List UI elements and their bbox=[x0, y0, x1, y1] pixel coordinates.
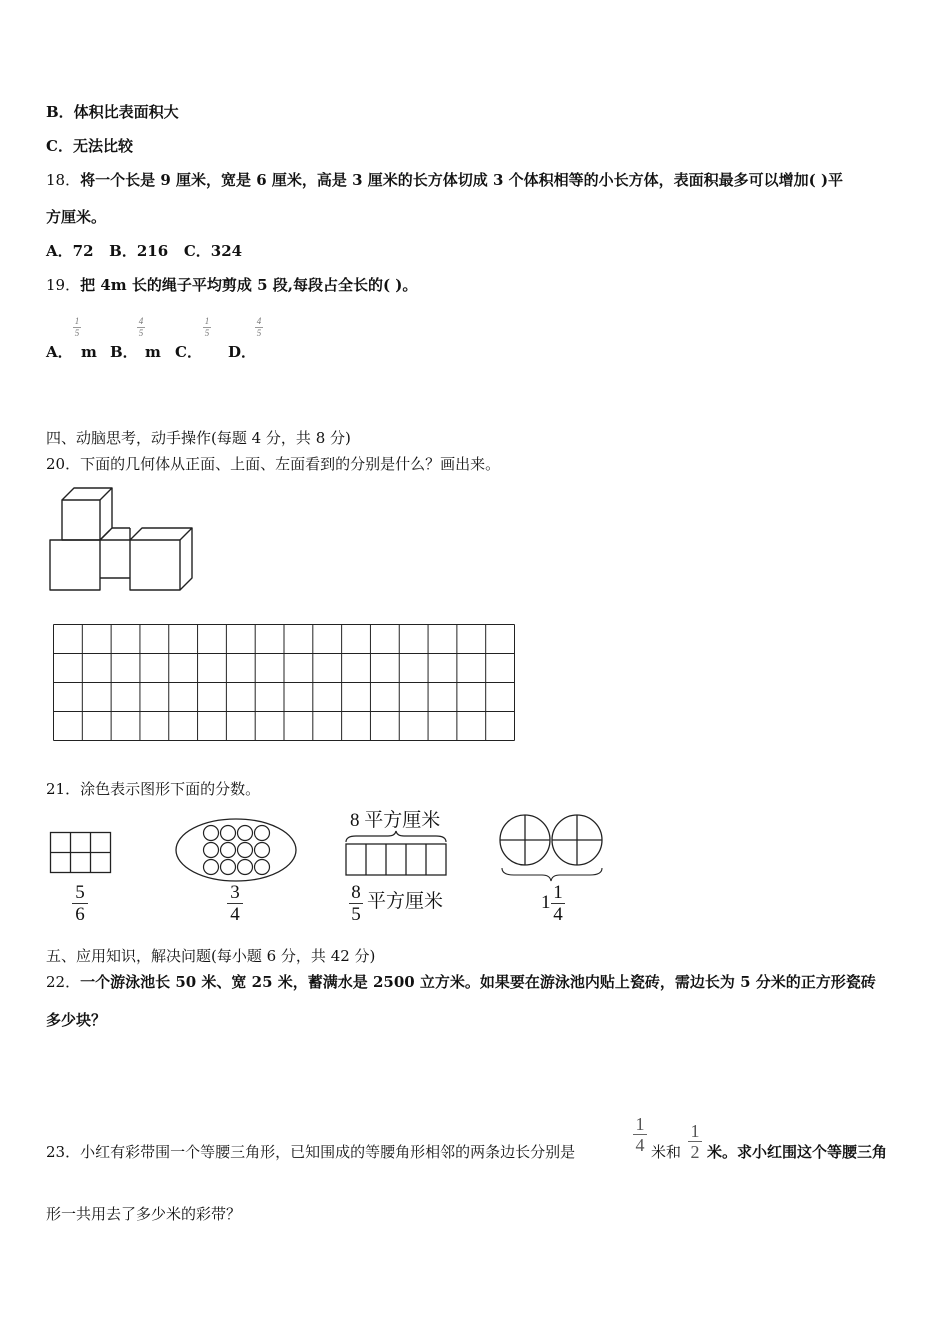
section-5-title: 五、应用知识，解决问题(每小题 6 分，共 42 分) bbox=[46, 947, 376, 965]
q19-option-c-fraction: 1 5 bbox=[204, 316, 210, 338]
drawing-grid[interactable] bbox=[53, 624, 515, 741]
rectangle-six-parts[interactable] bbox=[50, 832, 112, 874]
question-text: 把 4m 长的绳子平均剪成 5 段,每段占全长的( )。 bbox=[80, 276, 418, 294]
q23-text-part3: 米。求小红围这个等腰三角 bbox=[707, 1143, 888, 1161]
five-part-strip[interactable] bbox=[344, 830, 448, 878]
question-number: 18． bbox=[46, 171, 81, 189]
q23-question bbox=[46, 1142, 575, 1162]
q19-option-b-label: B． bbox=[110, 343, 138, 361]
q19-option-a-label: A． bbox=[46, 343, 73, 361]
q18-question-line2: 方厘米。 bbox=[46, 208, 107, 226]
area-unit-label: 平方厘米 bbox=[367, 891, 444, 912]
cube-solid-figure bbox=[46, 486, 196, 596]
q19-option-a-fraction: 1 5 bbox=[74, 316, 80, 338]
q21-fraction-4: 1 4 bbox=[551, 883, 565, 924]
small-circle[interactable] bbox=[255, 843, 270, 858]
question-number: 21． bbox=[46, 780, 81, 798]
q19-option-a-unit: m bbox=[81, 343, 97, 361]
small-circle[interactable] bbox=[204, 826, 219, 841]
q19-option-d-label: D． bbox=[228, 343, 257, 361]
section-4-title: 四、动脑思考，动手操作(每题 4 分，共 8 分) bbox=[46, 429, 351, 447]
q20-question bbox=[46, 454, 500, 474]
q17-option-c: C．无法比较 bbox=[46, 137, 133, 155]
question-number: 22． bbox=[46, 973, 81, 991]
question-text: 涂色表示图形下面的分数。 bbox=[80, 780, 261, 798]
q23-fraction-1: 1 4 bbox=[633, 1115, 647, 1154]
q23-fraction-2: 1 2 bbox=[688, 1122, 702, 1161]
q18-question bbox=[46, 170, 843, 190]
q21-question bbox=[46, 779, 260, 799]
q21-fraction-3: 8 5 bbox=[349, 883, 363, 924]
q17-option-b: B．体积比表面积大 bbox=[46, 103, 179, 121]
small-circle[interactable] bbox=[255, 826, 270, 841]
question-number: 20． bbox=[46, 455, 81, 473]
mixed-number-whole: 1 bbox=[541, 892, 551, 913]
ellipse-twelve-circles[interactable] bbox=[175, 818, 297, 882]
small-circle[interactable] bbox=[238, 826, 253, 841]
small-circle[interactable] bbox=[221, 826, 236, 841]
small-circle[interactable] bbox=[204, 843, 219, 858]
q21-fraction-1: 5 6 bbox=[72, 883, 88, 924]
q19-option-b-unit: m bbox=[145, 343, 161, 361]
question-number: 19． bbox=[46, 276, 81, 294]
question-text: 一个游泳池长 50 米、宽 25 米，蓄满水是 2500 立方米。如果要在游泳池内贴上瓷砖，需边长为 5 分米的正方形瓷砖 bbox=[80, 973, 876, 991]
small-circle[interactable] bbox=[204, 860, 219, 875]
q19-option-b-fraction: 4 5 bbox=[138, 316, 144, 338]
q19-option-d-fraction: 4 5 bbox=[256, 316, 262, 338]
q19-option-c-label: C． bbox=[175, 343, 202, 361]
small-circle[interactable] bbox=[221, 843, 236, 858]
question-text: 下面的几何体从正面、上面、左面看到的分别是什么？画出来。 bbox=[80, 455, 501, 473]
small-circle[interactable] bbox=[221, 860, 236, 875]
small-circle[interactable] bbox=[255, 860, 270, 875]
q22-question bbox=[46, 972, 876, 992]
area-label-top: 8 平方厘米 bbox=[350, 810, 441, 831]
question-text: 将一个长是 9 厘米，宽是 6 厘米，高是 3 厘米的长方体切成 3 个体积相等的小长方体，表面积最多可以增加( )平 bbox=[80, 171, 844, 189]
question-number: 23． bbox=[46, 1143, 81, 1161]
small-circle[interactable] bbox=[238, 860, 253, 875]
q21-fraction-2: 3 4 bbox=[227, 883, 243, 924]
two-circles-quarters[interactable] bbox=[498, 814, 608, 884]
q22-question-line2: 多少块？ bbox=[46, 1011, 107, 1029]
q18-options: A．72 B．216 C．324 bbox=[46, 242, 243, 260]
small-circle[interactable] bbox=[238, 843, 253, 858]
q23-text-part2: 米和 bbox=[651, 1143, 682, 1161]
q23-question-line2: 形一共用去了多少米的彩带？ bbox=[46, 1205, 242, 1223]
question-text: 小红有彩带围一个等腰三角形，已知围成的等腰角形相邻的两条边长分别是 bbox=[80, 1143, 576, 1161]
q19-question bbox=[46, 275, 417, 295]
